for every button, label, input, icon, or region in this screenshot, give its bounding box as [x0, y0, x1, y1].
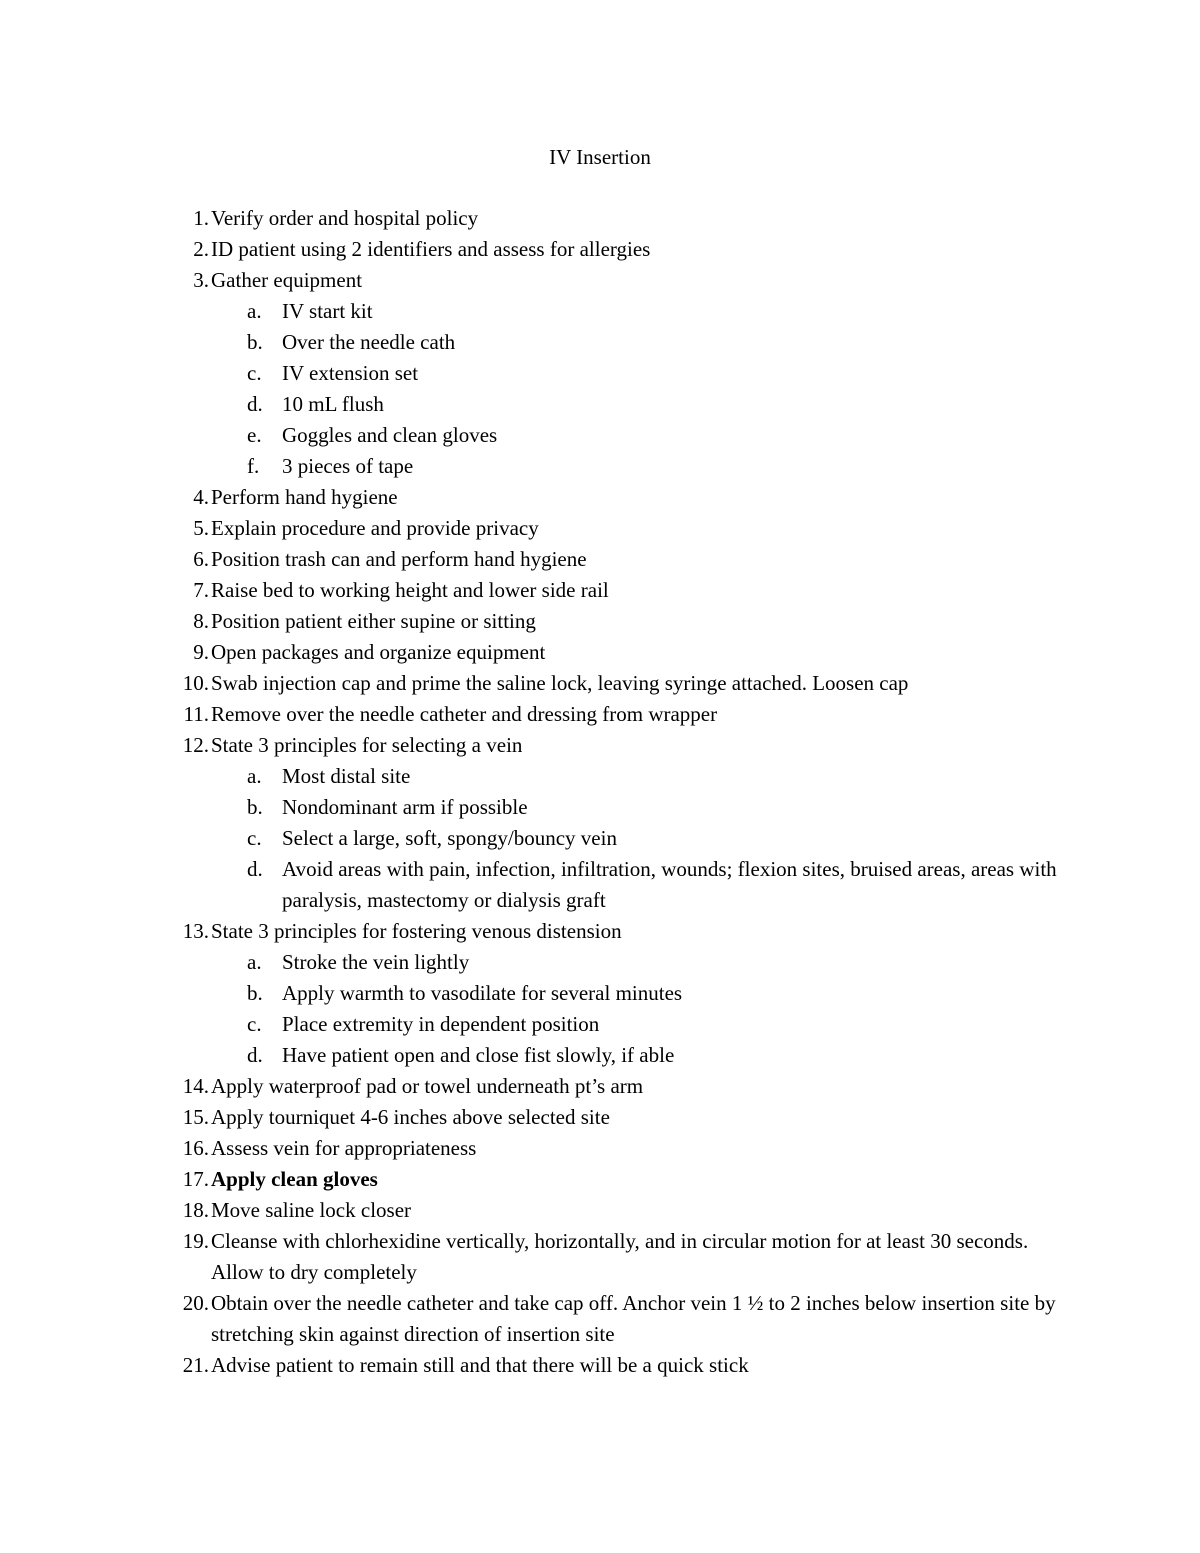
step-text: State 3 principles for fostering venous distension: [211, 919, 622, 943]
sub-step-text: Place extremity in dependent position: [282, 1012, 600, 1036]
sub-step-letter: e.: [247, 423, 262, 447]
sub-list-item: [0, 389, 1200, 420]
sub-list-item: [0, 761, 1200, 792]
sub-step-text: Apply warmth to vasodilate for several minutes: [282, 981, 683, 1005]
sub-list-item: [0, 420, 1200, 451]
step-text: Assess vein for appropriateness: [211, 1136, 477, 1160]
list-item: [0, 668, 1200, 699]
step-text: Position trash can and perform hand hygiene: [211, 547, 587, 571]
step-number: 17.: [182, 1167, 209, 1191]
step-number: 14.: [182, 1074, 209, 1098]
list-item: [0, 203, 1200, 234]
list-item: [0, 730, 1200, 761]
step-number: 11.: [183, 702, 209, 726]
sub-list-item: [0, 296, 1200, 327]
sub-list-item: [0, 792, 1200, 823]
list-item: [0, 544, 1200, 575]
list-item: [0, 1071, 1200, 1102]
sub-step-letter: a.: [247, 299, 262, 323]
step-number: 13.: [182, 919, 209, 943]
sub-list-item: [0, 978, 1200, 1009]
step-text: Apply tourniquet 4-6 inches above selected site: [211, 1105, 610, 1129]
step-number: 18.: [182, 1198, 209, 1222]
sub-list-item: [0, 1009, 1200, 1040]
step-number: 8.: [193, 609, 209, 633]
step-number: 9.: [193, 640, 209, 664]
step-text: Open packages and organize equipment: [211, 640, 546, 664]
step-text: Gather equipment: [211, 268, 363, 292]
list-item: [0, 1288, 1200, 1350]
step-text: Raise bed to working height and lower side rail: [211, 578, 609, 602]
list-item: [0, 699, 1200, 730]
step-number: 7.: [193, 578, 209, 602]
list-item: [0, 1350, 1200, 1381]
sub-step-text: IV start kit: [282, 299, 373, 323]
sub-step-text: Avoid areas with pain, infection, infiltration, wounds; flexion sites, bruised areas, areas with paralysis, mastectomy or dialysis graft: [282, 857, 1057, 912]
step-text: Verify order and hospital policy: [211, 206, 479, 230]
list-item: [0, 916, 1200, 947]
document-title: IV Insertion: [549, 145, 651, 169]
sub-step-text: Nondominant arm if possible: [282, 795, 528, 819]
sub-step-text: Stroke the vein lightly: [282, 950, 470, 974]
step-number: 1.: [193, 206, 209, 230]
sub-step-text: Most distal site: [282, 764, 411, 788]
step-number: 2.: [193, 237, 209, 261]
step-number: 4.: [193, 485, 209, 509]
step-text: Perform hand hygiene: [211, 485, 398, 509]
sub-step-text: Have patient open and close fist slowly, if able: [282, 1043, 675, 1067]
list-item: [0, 482, 1200, 513]
sub-step-text: Over the needle cath: [282, 330, 456, 354]
step-number: 21.: [182, 1353, 209, 1377]
step-text: Apply waterproof pad or towel underneath pt’s arm: [211, 1074, 644, 1098]
list-item: [0, 1133, 1200, 1164]
sub-step-letter: b.: [247, 330, 263, 354]
sub-step-letter: f.: [247, 454, 260, 478]
step-number: 19.: [182, 1229, 209, 1253]
list-item: [0, 637, 1200, 668]
sub-step-letter: d.: [247, 1043, 263, 1067]
list-item: [0, 575, 1200, 606]
list-item: [0, 1226, 1200, 1288]
step-number: 10.: [182, 671, 209, 695]
step-number: 15.: [182, 1105, 209, 1129]
sub-step-letter: c.: [247, 361, 262, 385]
step-text: Obtain over the needle catheter and take cap off. Anchor vein 1 ½ to 2 inches below insertion site by stretching skin against direction of insertion site: [211, 1291, 1056, 1346]
step-text: Swab injection cap and prime the saline lock, leaving syringe attached. Loosen cap: [211, 671, 909, 695]
sub-step-text: 10 mL flush: [282, 392, 384, 416]
step-number: 16.: [182, 1136, 209, 1160]
sub-step-text: Goggles and clean gloves: [282, 423, 498, 447]
sub-step-text: IV extension set: [282, 361, 419, 385]
step-text: Cleanse with chlorhexidine vertically, horizontally, and in circular motion for at least 30 seconds. Allow to dry completely: [211, 1229, 1029, 1284]
sub-step-letter: d.: [247, 392, 263, 416]
list-item: [0, 1164, 1200, 1195]
step-text: Explain procedure and provide privacy: [211, 516, 539, 540]
sub-step-letter: c.: [247, 1012, 262, 1036]
sub-list-item: [0, 823, 1200, 854]
sub-list-item: [0, 947, 1200, 978]
sub-step-text: 3 pieces of tape: [282, 454, 414, 478]
sub-list-item: [0, 358, 1200, 389]
sub-step-letter: b.: [247, 795, 263, 819]
sub-step-letter: a.: [247, 764, 262, 788]
sub-step-letter: d.: [247, 857, 263, 881]
step-text: ID patient using 2 identifiers and assess for allergies: [211, 237, 651, 261]
list-item: [0, 234, 1200, 265]
step-text: Advise patient to remain still and that there will be a quick stick: [211, 1353, 749, 1377]
list-item: [0, 513, 1200, 544]
step-number: 20.: [182, 1291, 209, 1315]
sub-step-letter: b.: [247, 981, 263, 1005]
sub-list-item: [0, 327, 1200, 358]
step-number: 12.: [182, 733, 209, 757]
step-number: 3.: [193, 268, 209, 292]
sub-list-item: [0, 451, 1200, 482]
step-text: Remove over the needle catheter and dressing from wrapper: [211, 702, 718, 726]
sub-step-letter: a.: [247, 950, 262, 974]
steps-list: [0, 203, 1200, 1381]
sub-step-text: Select a large, soft, spongy/bouncy vein: [282, 826, 617, 850]
step-text: Apply clean gloves: [211, 1167, 378, 1191]
list-item: [0, 1195, 1200, 1226]
sub-list-item: [0, 1040, 1200, 1071]
sub-list-item: [0, 854, 1200, 916]
sub-step-letter: c.: [247, 826, 262, 850]
list-item: [0, 606, 1200, 637]
step-number: 6.: [193, 547, 209, 571]
list-item: [0, 1102, 1200, 1133]
step-text: Move saline lock closer: [211, 1198, 412, 1222]
step-text: State 3 principles for selecting a vein: [211, 733, 523, 757]
step-number: 5.: [193, 516, 209, 540]
list-item: [0, 265, 1200, 296]
step-text: Position patient either supine or sitting: [211, 609, 536, 633]
